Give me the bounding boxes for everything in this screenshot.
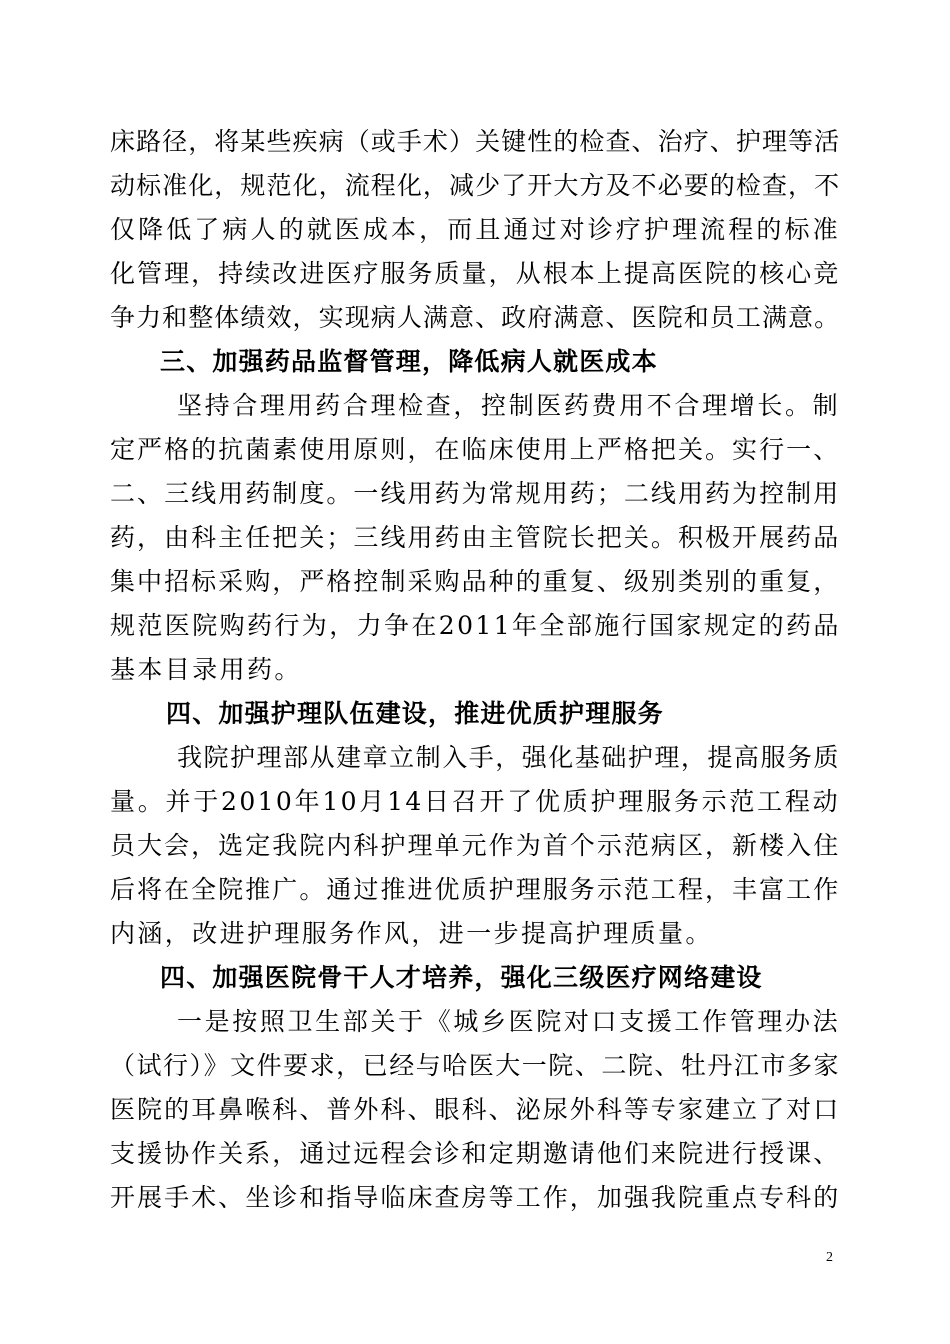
paragraph-line: 内涵，改进护理服务作风，进一步提高护理质量。	[110, 919, 713, 948]
paragraph-line: 床路径，将某些疾病（或手术）关键性的检查、治疗、护理等活	[110, 127, 840, 156]
page-number: 2	[826, 1250, 833, 1265]
paragraph-line: 化管理，持续改进医疗服务质量，从根本上提高医院的核心竞	[110, 259, 840, 288]
paragraph-line: 药，由科主任把关；三线用药由主管院长把关。积极开展药品	[110, 523, 840, 552]
paragraph-line: 基本目录用药。	[110, 655, 302, 684]
paragraph-line: 二、三线用药制度。一线用药为常规用药；二线用药为控制用	[110, 479, 840, 508]
paragraph-line: 动标准化，规范化，流程化，减少了开大方及不必要的检查，不	[110, 171, 840, 200]
section-heading: 四、加强医院骨干人才培养，强化三级医疗网络建设	[160, 963, 763, 992]
paragraph-line: 后将在全院推广。通过推进优质护理服务示范工程，丰富工作	[110, 875, 840, 904]
paragraph-line: 争力和整体绩效，实现病人满意、政府满意、医院和员工满意。	[110, 303, 840, 332]
paragraph-line: 支援协作关系，通过远程会诊和定期邀请他们来院进行授课、	[110, 1139, 840, 1168]
paragraph-line: 我院护理部从建章立制入手，强化基础护理，提高服务质	[177, 743, 840, 772]
paragraph-line: 量。并于2010年10月14日召开了优质护理服务示范工程动	[110, 787, 840, 816]
paragraph-line: 员大会，选定我院内科护理单元作为首个示范病区，新楼入住	[110, 831, 840, 860]
paragraph-line: 一是按照卫生部关于《城乡医院对口支援工作管理办法	[177, 1007, 840, 1036]
paragraph-line: 集中招标采购，严格控制采购品种的重复、级别类别的重复，	[110, 567, 840, 596]
paragraph-line: 医院的耳鼻喉科、普外科、眼科、泌尿外科等专家建立了对口	[110, 1095, 840, 1124]
paragraph-line: 开展手术、坐诊和指导临床查房等工作，加强我院重点专科的	[110, 1183, 840, 1212]
section-heading: 四、加强护理队伍建设，推进优质护理服务	[166, 699, 664, 728]
paragraph-line: （试行）》文件要求，已经与哈医大一院、二院、牡丹江市多家	[110, 1051, 840, 1080]
paragraph-line: 定严格的抗菌素使用原则，在临床使用上严格把关。实行一、	[110, 435, 840, 464]
paragraph-line: 规范医院购药行为，力争在2011年全部施行国家规定的药品	[110, 611, 841, 640]
section-heading: 三、加强药品监督管理，降低病人就医成本	[160, 347, 658, 376]
paragraph-line: 仅降低了病人的就医成本，而且通过对诊疗护理流程的标准	[110, 215, 840, 244]
paragraph-line: 坚持合理用药合理检查，控制医药费用不合理增长。制	[177, 391, 840, 420]
